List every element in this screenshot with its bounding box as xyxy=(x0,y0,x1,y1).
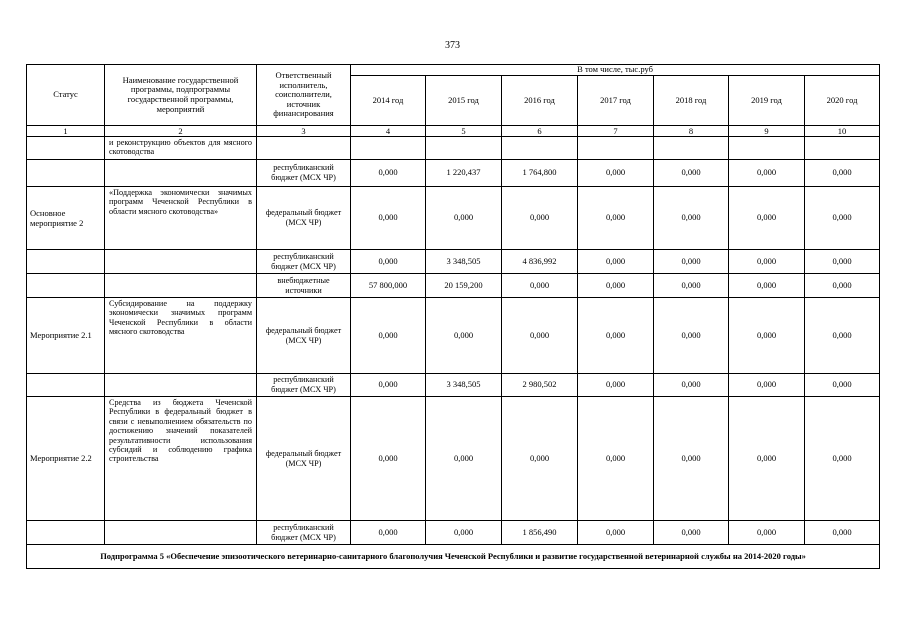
value-cell: 1 764,800 xyxy=(502,160,578,187)
table-row xyxy=(27,187,880,250)
value-cell: 0,000 xyxy=(426,298,502,374)
name-cell: Субсидирование на поддержку экономически значимых программ Чеченской Республики в области мясного скотоводства xyxy=(105,298,257,374)
header-status: Статус xyxy=(27,65,105,126)
value-cell: 0,000 xyxy=(426,521,502,545)
column-number: 2 xyxy=(105,126,257,137)
value-cell: 0,000 xyxy=(351,521,426,545)
value-cell: 0,000 xyxy=(654,298,729,374)
value-cell: 0,000 xyxy=(654,160,729,187)
name-cell: и реконструкцию объектов для мясного скотоводства xyxy=(105,137,257,160)
source-cell: республиканский бюджет (МСХ ЧР) xyxy=(257,160,351,187)
page-number: 373 xyxy=(445,40,460,51)
table-row xyxy=(27,374,880,397)
table-row xyxy=(27,160,880,187)
value-cell: 0,000 xyxy=(654,250,729,274)
subprogram-title: Подпрограмма 5 «Обеспечение эпизоотического ветеринарно-санитарного благополучия Чеченской Республики и развитие государственной ветеринарной службы на 2014-2020 годы» xyxy=(27,545,880,569)
header-row-1 xyxy=(27,65,880,76)
column-number: 8 xyxy=(654,126,729,137)
value-cell xyxy=(351,137,426,160)
table-row xyxy=(27,521,880,545)
source-cell: федеральный бюджет (МСХ ЧР) xyxy=(257,298,351,374)
status-cell xyxy=(27,374,105,397)
source-cell: республиканский бюджет (МСХ ЧР) xyxy=(257,250,351,274)
status-cell xyxy=(27,521,105,545)
column-number: 1 xyxy=(27,126,105,137)
value-cell: 0,000 xyxy=(578,521,654,545)
status-cell: Мероприятие 2.1 xyxy=(27,298,105,374)
value-cell: 0,000 xyxy=(578,187,654,250)
column-number: 4 xyxy=(351,126,426,137)
subprogram-row xyxy=(27,545,880,569)
value-cell: 4 836,992 xyxy=(502,250,578,274)
value-cell: 0,000 xyxy=(351,187,426,250)
value-cell: 0,000 xyxy=(578,298,654,374)
value-cell: 0,000 xyxy=(729,298,805,374)
value-cell xyxy=(805,137,880,160)
value-cell: 0,000 xyxy=(578,250,654,274)
source-cell: республиканский бюджет (МСХ ЧР) xyxy=(257,374,351,397)
header-group: В том числе, тыс.руб xyxy=(351,65,880,76)
value-cell: 0,000 xyxy=(805,274,880,298)
source-cell: внебюджетные источники xyxy=(257,274,351,298)
value-cell: 0,000 xyxy=(351,160,426,187)
value-cell: 57 800,000 xyxy=(351,274,426,298)
value-cell: 0,000 xyxy=(502,187,578,250)
status-cell xyxy=(27,160,105,187)
value-cell: 1 220,437 xyxy=(426,160,502,187)
header-year: 2017 год xyxy=(578,76,654,126)
value-cell: 0,000 xyxy=(729,160,805,187)
value-cell: 0,000 xyxy=(729,397,805,521)
table-row xyxy=(27,397,880,521)
value-cell: 0,000 xyxy=(351,374,426,397)
value-cell: 0,000 xyxy=(426,187,502,250)
header-year: 2019 год xyxy=(729,76,805,126)
source-cell: федеральный бюджет (МСХ ЧР) xyxy=(257,187,351,250)
table-row xyxy=(27,137,880,160)
value-cell: 0,000 xyxy=(654,274,729,298)
status-cell xyxy=(27,250,105,274)
value-cell: 0,000 xyxy=(578,274,654,298)
column-number: 9 xyxy=(729,126,805,137)
column-number: 5 xyxy=(426,126,502,137)
value-cell: 0,000 xyxy=(654,187,729,250)
header-year: 2018 год xyxy=(654,76,729,126)
name-cell: «Поддержка экономически значимых программ Чеченской Республики в области мясного скотоводства» xyxy=(105,187,257,250)
name-cell xyxy=(105,250,257,274)
value-cell: 0,000 xyxy=(729,250,805,274)
column-number: 6 xyxy=(502,126,578,137)
value-cell: 0,000 xyxy=(351,298,426,374)
header-responsible: Ответственный исполнитель, соисполнители, источник финансирования xyxy=(257,65,351,126)
value-cell: 3 348,505 xyxy=(426,374,502,397)
table-row xyxy=(27,298,880,374)
value-cell: 20 159,200 xyxy=(426,274,502,298)
value-cell: 0,000 xyxy=(502,298,578,374)
value-cell: 0,000 xyxy=(729,274,805,298)
header-year: 2014 год xyxy=(351,76,426,126)
column-number: 10 xyxy=(805,126,880,137)
name-cell xyxy=(105,374,257,397)
table-row xyxy=(27,250,880,274)
status-cell xyxy=(27,274,105,298)
value-cell: 0,000 xyxy=(502,274,578,298)
value-cell xyxy=(654,137,729,160)
source-cell xyxy=(257,137,351,160)
value-cell xyxy=(729,137,805,160)
value-cell: 0,000 xyxy=(502,397,578,521)
source-cell: республиканский бюджет (МСХ ЧР) xyxy=(257,521,351,545)
header-year: 2020 год xyxy=(805,76,880,126)
name-cell: Средства из бюджета Чеченской Республики в федеральный бюджет в связи с невыполнением обязательств по достижению значений показателей результативности использования субсидий и соблюдению графика строительства xyxy=(105,397,257,521)
value-cell: 0,000 xyxy=(729,521,805,545)
name-cell xyxy=(105,521,257,545)
value-cell: 0,000 xyxy=(351,250,426,274)
column-number: 7 xyxy=(578,126,654,137)
value-cell: 0,000 xyxy=(351,397,426,521)
value-cell: 0,000 xyxy=(654,374,729,397)
value-cell: 0,000 xyxy=(578,397,654,521)
header-year: 2016 год xyxy=(502,76,578,126)
value-cell: 0,000 xyxy=(805,397,880,521)
value-cell: 0,000 xyxy=(805,374,880,397)
table-row xyxy=(27,274,880,298)
name-cell xyxy=(105,160,257,187)
value-cell xyxy=(426,137,502,160)
value-cell: 0,000 xyxy=(805,160,880,187)
column-number: 3 xyxy=(257,126,351,137)
name-cell xyxy=(105,274,257,298)
budget-table xyxy=(26,64,880,569)
value-cell: 2 980,502 xyxy=(502,374,578,397)
value-cell: 0,000 xyxy=(578,374,654,397)
status-cell xyxy=(27,137,105,160)
value-cell: 0,000 xyxy=(729,187,805,250)
value-cell: 3 348,505 xyxy=(426,250,502,274)
header-year: 2015 год xyxy=(426,76,502,126)
value-cell: 0,000 xyxy=(805,250,880,274)
value-cell: 0,000 xyxy=(426,397,502,521)
value-cell xyxy=(502,137,578,160)
value-cell: 0,000 xyxy=(654,397,729,521)
value-cell: 0,000 xyxy=(805,187,880,250)
value-cell: 0,000 xyxy=(805,521,880,545)
value-cell xyxy=(578,137,654,160)
value-cell: 0,000 xyxy=(805,298,880,374)
value-cell: 0,000 xyxy=(578,160,654,187)
status-cell: Мероприятие 2.2 xyxy=(27,397,105,521)
header-name: Наименование государственной программы, подпрограммы государственной программы, мероприятий xyxy=(105,65,257,126)
source-cell: федеральный бюджет (МСХ ЧР) xyxy=(257,397,351,521)
value-cell: 1 856,490 xyxy=(502,521,578,545)
status-cell: Основное мероприятие 2 xyxy=(27,187,105,250)
value-cell: 0,000 xyxy=(654,521,729,545)
column-number-row xyxy=(27,126,880,137)
value-cell: 0,000 xyxy=(729,374,805,397)
